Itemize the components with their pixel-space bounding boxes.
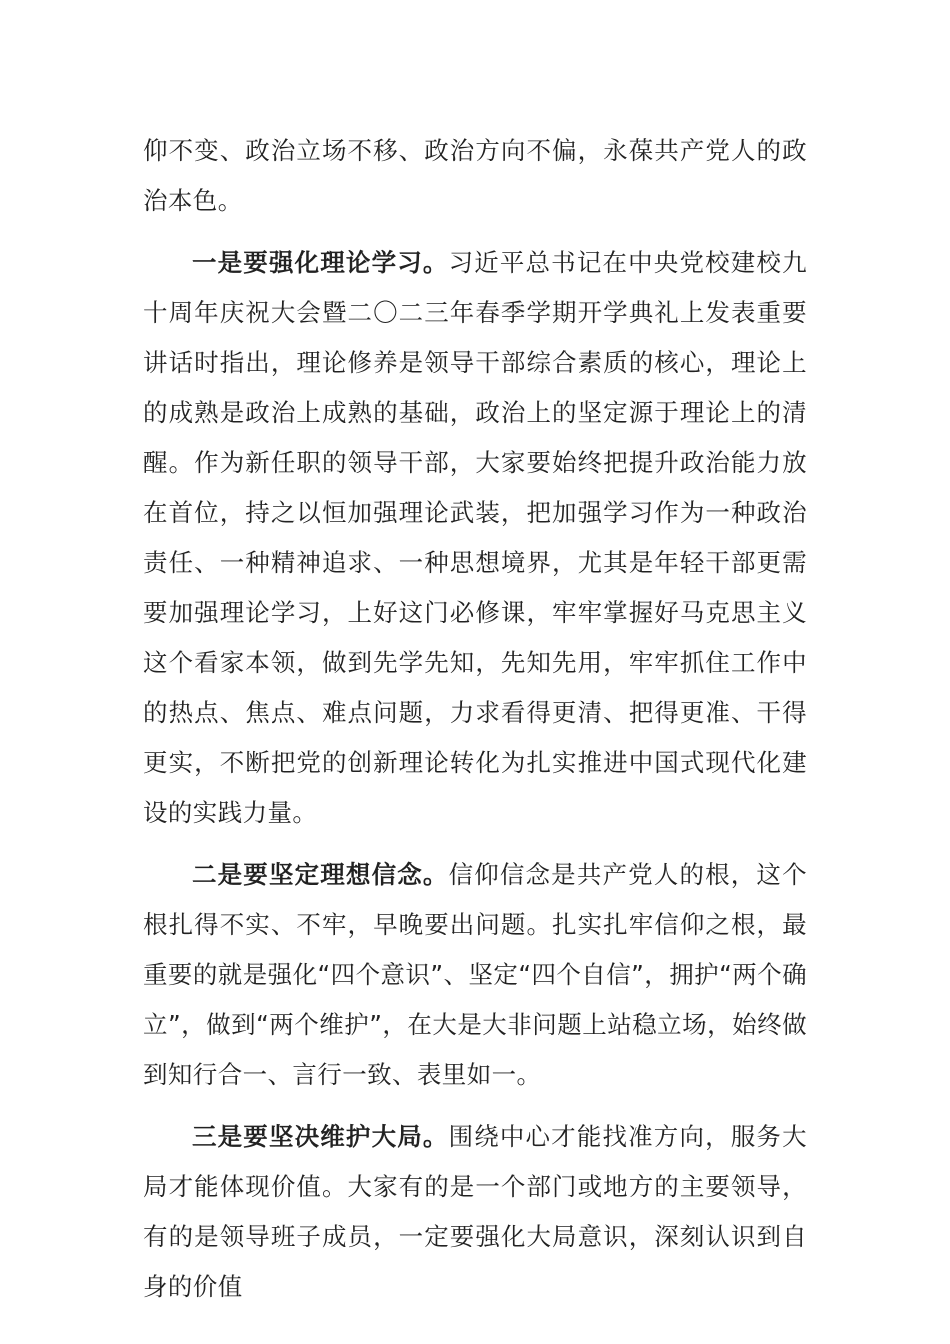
paragraph-text: 习近平总书记在中央党校建校九十周年庆祝大会暨二〇二三年春季学期开学典礼上发表重要讲话时指出，理论修养是领导干部综合素质的核心，理论上的成熟是政治上成熟的基础，政治上的坚定源于理论上的清醒。作为新任职的领导干部，大家要始终把提升政治能力放在首位，持之以恒加强理论武装，把加强学习作为一种政治责任、一种精神追求、一种思想境界，尤其是年轻干部更需要加强理论学习，上好这门必修课，牢牢掌握好马克思主义这个看家本领，做到先学先知，先知先用，牢牢抓住工作中的热点、焦点、难点问题，力求看得更清、把得更准、干得更实，不断把党的创新理论转化为扎实推进中国式现代化建设的实践力量。 (143, 248, 807, 827)
paragraph-heading: 三是要坚决维护大局。 (192, 1122, 449, 1151)
document-page (143, 126, 807, 1324)
paragraph-theory-study (143, 238, 807, 838)
paragraph-text: 信仰信念是共产党人的根，这个根扎得不实、不牢，早晚要出问题。扎实扎牢信仰之根，最重要的就是强化“四个意识”、坚定“四个自信”，拥护“两个确立”，做到“两个维护”，在大是大非问题上站稳立场，始终做到知行合一、言行一致、表里如一。 (143, 860, 807, 1089)
paragraph-ideals-beliefs (143, 850, 807, 1100)
paragraph-continuation (143, 126, 807, 226)
paragraph-heading: 二是要坚定理想信念。 (192, 860, 449, 889)
paragraph-text: 仰不变、政治立场不移、政治方向不偏，永葆共产党人的政治本色。 (143, 136, 807, 215)
paragraph-heading: 一是要强化理论学习。 (192, 248, 449, 277)
paragraph-overall-situation (143, 1112, 807, 1312)
paragraph-text: 围绕中心才能找准方向，服务大局才能体现价值。大家有的是一个部门或地方的主要领导，有的是领导班子成员，一定要强化大局意识，深刻认识到自身的价值 (143, 1122, 807, 1301)
